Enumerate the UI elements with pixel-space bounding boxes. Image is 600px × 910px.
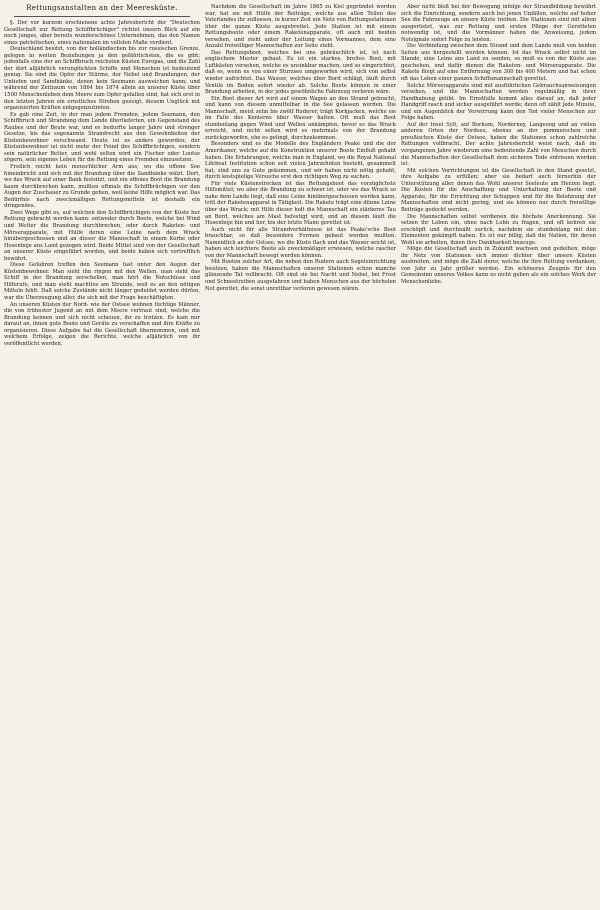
paragraph: Möge die Gesellschaft auch in Zukunft wachsen und gedeihen, möge ihr Netz von Stationen sich immer dichter über unsere Küsten ausbreiten, und möge die Zahl derer, welche ihr ihre Rettung verdanken, von Jahr zu Jahr größer werden. Ein schöneres Zeugnis für den Gemeinsinn unseres Volkes kann es nicht geben als ein solches Werk der Menschenliebe. [401,246,596,285]
paragraph: Mit Booten solcher Art, die neben den Rudern auch Segeleinrichtung besitzen, haben die Mannschaften unserer Stationen schon manche glänzende Tat vollbracht. Oft sind sie bei Nacht und Nebel, bei Frost und Schneetreiben ausgefahren und haben Menschen aus der höchsten Not gerettet, die sonst unrettbar verloren gewesen wären. [205,259,396,292]
paragraph: Auf der Insel Sylt, auf Borkum, Norderney, Langeoog und an vielen anderen Orten der Nordsee, ebenso an der pommerschen und preußischen Küste der Ostsee, haben die Stationen schon zahlreiche Rettungen vollbracht. Der achte Jahresbericht weist nach, daß im vergangenen Jahre wiederum eine bedeutende Zahl von Menschen durch die Mannschaften der Gesellschaft dem sicheren Tode entrissen worden ist. [401,121,596,168]
paragraph: Die Verbindung zwischen dem Strand und dem Lande muß von beiden Seiten aus hergestellt werden können. Ist das Wrack selbst nicht im Stande, eine Leine ans Land zu senden, so muß es von der Küste aus geschehen, und dafür dienen die Raketen- und Mörserapparate. Die Rakete fliegt auf eine Entfernung von 300 bis 400 Metern und hat schon oft das Leben einer ganzen Schiffsmannschaft gerettet. [401,43,596,83]
paragraph: Zwei Wege gibt es, auf welchen den Schiffbrüchigen von der Küste her Rettung gebracht werden kann: entweder durch Boote, welche bei Wind und Wetter die Brandung durchbrechen, oder durch Raketen- und Mörserapparate, mit Hülfe deren eine Leine nach dem Wrack hinübergeschossen und an dieser die Mannschaft in einem Korbe oder Hosenboje ans Land gezogen wird. Beide Mittel sind von der Gesellschaft an unserer Küste eingeführt worden, und beide haben sich vortrefflich bewährt. [4,209,200,262]
paragraph: Solche Mörserapparate sind mit ausführlichen Gebrauchsanweisungen versehen, und die Mannschaften werden regelmäßig in ihrer Handhabung geübt. Im Ernstfalle kommt alles darauf an, daß jeder Handgriff rasch und sicher ausgeführt werde; denn oft zählt jede Minute, und ein Augenblick der Verwirrung kann den Tod vieler Menschen zur Folge haben. [401,82,596,122]
title-divider [14,16,190,17]
paragraph: Für viele Küstenstrecken ist das Rettungsboot das vorzüglichste Hilfsmittel; wo aber die Brandung zu schwer ist, oder wo das Wrack so nahe dem Lande liegt, daß eine Leine hinübergeschossen werden kann, tritt der Raketenapparat in Tätigkeit. Die Rakete trägt eine dünne Leine über das Wrack; mit Hilfe dieser holt die Mannschaft ein stärkeres Tau an Bord, welches am Mast befestigt wird, und an diesem läuft die Hosenboje hin und her, bis der letzte Mann gerettet ist. [205,180,396,227]
paragraph: Es gab eine Zeit, in der man jedem Fremden, jedem Seemann, den Schiffbruch und Strandung dem Lande überlieferten, ein Gegenstand des Raubes und der Beute war, und es bedurfte langer Jahre und strenger Gesetze, bis das sogenannte Strandrecht aus den Gewohnheiten der Küstenbewohner verschwand. Heute ist es anders geworden; der Küstenbewohner ist nicht mehr der Feind des Schiffbrüchigen, sondern sein natürlicher Retter, und wohl selten wird ein Fischer oder Lootse zögern, sein eigenes Leben für die Rettung eines Fremden einzusetzen. [4,111,200,164]
paragraph: §. Der vor kurzem erschienene achte Jahresbericht der "Deutschen Gesellschaft zur Rettung Schiffbrüchiger" richtet unsern Blick auf ein noch junges, aber bereits wunderschönes Unternehmen, das den Namen eines patriotischen, eines nationalen im vollsten Maße verdient. [4,20,200,46]
text-column-1 [4,4,200,906]
paragraph: Deutschland besitzt, von der holländischen bis zur russischen Grenze, gelegen in weiten Beziehungen ja den gefährlichsten, die es gibt; jedenfalls eine der an Schiffbruch reichsten Küsten Europas, und die Zahl der dort alljährlich verunglückten Schiffe und Menschen ist bedeutend genug. Sie sind die Opfer der Stürme, der Nebel und Brandungen, der Untiefen und Sandbänke, denen kein Seemann ausweichen kann; und während der Zeitraum von 1864 bis 1874 allein an unserer Küste über 1500 Menschenleben dem Meere zum Opfer gefallen sind, hat sich erst in den letzten Jahren ein ernstliches Streben gezeigt, diesem Unglück mit organisierten Kräften entgegenzutreten. [4,46,200,112]
paragraph: Auch nicht für alle Strandverhältnisse ist das Peake'sche Boot brauchbar, so daß besondere Formen gebaut werden mußten. Namentlich an der Ostsee, wo die Küste flach und das Wasser seicht ist, haben sich leichtere Boote als zweckmäßiger erwiesen, welche rascher von der Mannschaft bewegt werden können. [205,226,396,259]
paragraph: Diese Gefahren treffen den Seemann fast unter den Augen der Küstenbewohner. Man sieht ihn ringen mit den Wellen, man sieht das Schiff in der Brandung zerschellen, man hört die Notschüsse und Hilferufe, und man steht machtlos am Strande, weil es an den nötigen Mitteln fehlt. Daß solche Zustände nicht länger geduldet werden dürfen, war die Überzeugung aller, die sich mit der Frage beschäftigten. [4,262,200,301]
text-column-3 [401,4,596,906]
paragraph: Mit solchen Vorrichtungen ist die Gesellschaft in den Stand gesetzt, ihre Aufgabe zu erfüllen; aber sie bedarf auch fernerhin der Unterstützung aller, denen das Wohl unserer Seeleute am Herzen liegt. Die Kosten für die Anschaffung und Unterhaltung der Boote und Apparate, für die Errichtung der Schuppen und für die Belohnung der Mannschaften sind nicht gering, und sie können nur durch freiwillige Beiträge gedeckt werden. [401,167,596,213]
paragraph: Das Rettungsboot, welches bei uns gebräuchlich ist, ist nach englischem Muster gebaut. Es ist ein starkes, breites Boot, mit Luftkästen versehen, welche es unsinkbar machen, und so eingerichtet, daß es, wenn es von einer Sturzsee umgeworfen wird, sich von selbst wieder aufrichtet. Das Wasser, welches über Bord schlägt, läuft durch Ventile im Boden sofort wieder ab. Solche Boote können in einer Brandung arbeiten, in der jedes gewöhnliche Fahrzeug verloren wäre. [205,49,396,96]
paragraph: Besonders sind es die Modelle des Engländers Peake und die der Amerikaner, welche auf die Konstruktion unserer Boote Einfluß gehabt haben. Die Erfahrungen, welche man in England, wo die Royal National Lifeboat Institution schon seit vielen Jahrzehnten besteht, gesammelt hat, sind uns zu Gute gekommen, und wir haben nicht nötig gehabt, durch kostspielige Versuche erst den richtigen Weg zu suchen. [205,141,396,181]
paragraph: Nachdem die Gesellschaft im Jahre 1865 zu Kiel gegründet worden war, hat sie mit Hülfe der Beiträge, welche aus allen Teilen des Vaterlandes ihr zuflossen, in kurzer Zeit ein Netz von Rettungsstationen über die ganze Küste ausgebreitet. Jede Station ist mit einem Rettungsboote oder einem Raketenapparate, oft auch mit beiden versehen, und steht unter der Leitung eines Vormannes, dem eine Anzahl freiwilliger Mannschaften zur Seite steht. [205,4,396,50]
paragraph: Aber nicht bloß bei der Bewegung infolge der Strandbildung bewährt sich die Einrichtung, sondern auch bei jenen Unfällen, welche auf hoher See die Fahrzeuge an unsere Küste treiben. Die Stationen sind mit allem ausgerüstet, was zur Rettung und ersten Pflege der Geretteten notwendig ist, und die Vormänner haben die Anweisung, jedem Notsignale sofort Folge zu leisten. [401,4,596,43]
paragraph: Freilich reicht kein menschlicher Arm aus, wo die offene See hineinbricht und sich mit der Brandung über die Sandbänke wälzt. Dort, wo das Wrack auf einer Bank festsitzt, und ein offenes Boot die Brandung kaum durchbrechen kann, mußten oftmals die Schiffbrüchigen vor den Augen der Zuschauer zu Grunde gehen, weil keine Hilfe möglich war. Das Bedürfnis nach zweckmäßigen Rettungsmitteln ist deshalb ein dringendes. [4,164,200,210]
paragraph: An unseren Küsten der Nord- wie der Ostsee wohnen tüchtige Männer, die von frühester Jugend an mit dem Meere vertraut sind, welche die Brandung kennen und sich nicht scheuen, ihr zu trotzen. Es kam nur darauf an, ihnen gute Boote und Geräte zu verschaffen und ihre Kräfte zu organisieren. Diese Aufgabe hat die Gesellschaft übernommen, und mit welchem Erfolge, zeigen die Berichte, welche alljährlich von ihr veröffentlicht werden. [4,301,200,347]
paragraph: Ein Boot dieser Art wird auf einem Wagen an den Strand gebracht, und kann von diesem unmittelbar in die See gelassen werden. Die Mannschaft, meist zehn bis zwölf Ruderer, trägt Korkjacken, welche sie im Falle des Kenterns über Wasser halten. Oft muß das Boot stundenlang gegen Wind und Wellen ankämpfen, bevor es das Wrack erreicht, und nicht selten wird es mehrmals von der Brandung zurückgeworfen, ehe es gelingt, durchzukommen. [205,95,396,141]
article-title: Rettungsanstalten an der Meeresküste. [26,4,178,12]
text-column-2 [205,4,396,906]
paragraph: Die Mannschaften selbst verdienen die höchste Anerkennung. Sie setzen ihr Leben ein, ohne nach Lohn zu fragen, und oft kehren sie erschöpft und durchnäßt zurück, nachdem sie stundenlang mit den Elementen gekämpft haben. Es ist nur billig, daß die Nation, für deren Wohl sie arbeiten, ihnen ihre Dankbarkeit bezeuge. [401,213,596,246]
